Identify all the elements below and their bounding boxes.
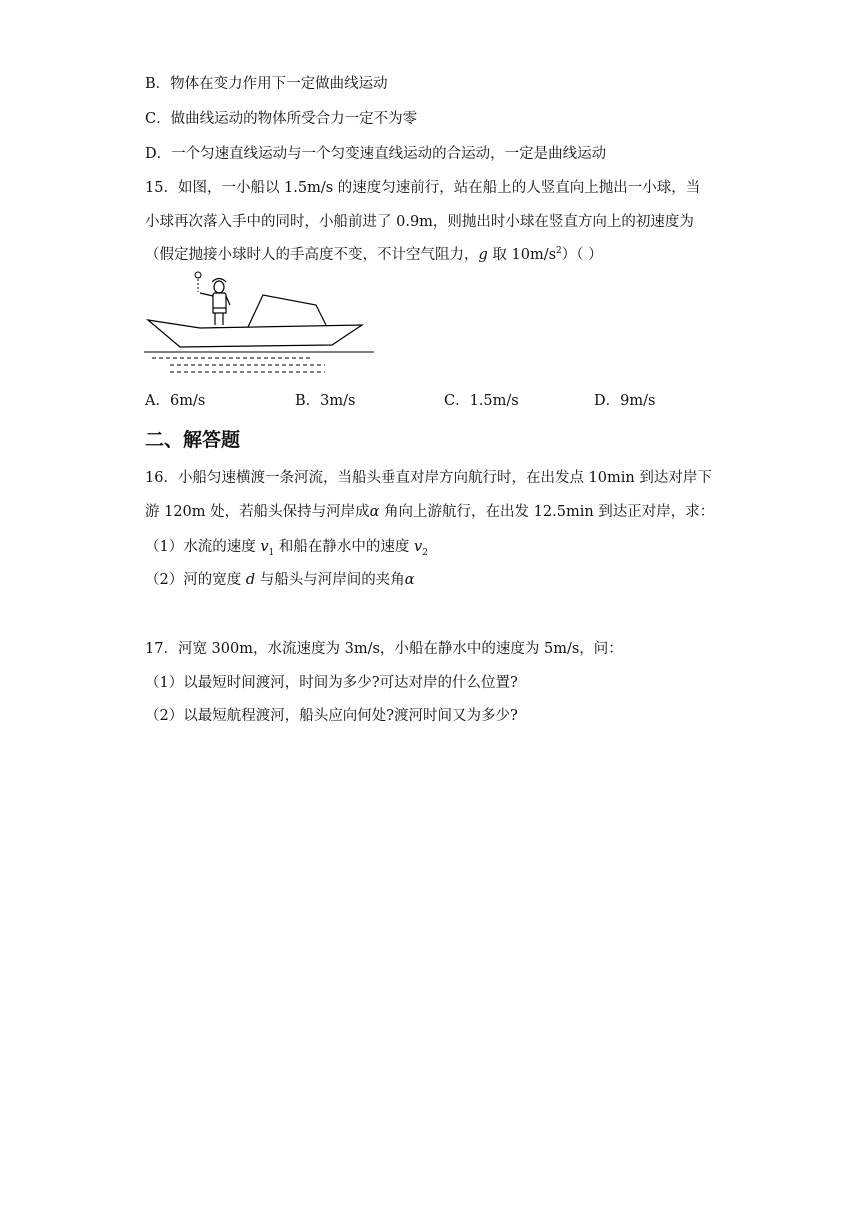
q17-stem: 17．河宽 300m，水流速度为 3m/s，小船在静水中的速度为 5m/s，问： [145, 641, 623, 657]
boat-cabin [248, 295, 326, 327]
q14-option-b: B．物体在变力作用下一定做曲线运动 [145, 76, 388, 92]
ball [195, 272, 201, 278]
q17-subquestion-1: （1）以最短时间渡河，时间为多少?可达对岸的什么位置? [145, 675, 518, 691]
q15-option-d: D．9m/s [594, 393, 656, 409]
q15-stem-line3: （假定抛接小球时人的手高度不变，不计空气阻力，g 取 $10m/s^2$）（ ） [145, 246, 603, 263]
boat-hull [148, 320, 362, 347]
boat-figure [140, 265, 380, 385]
q16-stem-line2: 游 120m 处，若船头保持与河岸成α 角向上游航行，在出发 12.5min 到达正对岸，求： [145, 504, 715, 520]
q15-stem-line2: 小球再次落入手中的同时，小船前进了 0.9m，则抛出时小球在竖直方向上的初速度为 [145, 214, 694, 230]
man-figure [200, 279, 230, 326]
q16-subquestion-2: （2）河的宽度 d 与船头与河岸间的夹角α [145, 572, 415, 588]
q16-stem-line1: 16．小船匀速横渡一条河流，当船头垂直对岸方向航行时，在出发点 10min 到达对岸下 [145, 470, 712, 486]
q17-subquestion-2: （2）以最短航程渡河，船头应向何处?渡河时间又为多少? [145, 708, 518, 724]
q16-subquestion-1: （1）水流的速度 $v_1$ 和船在静水中的速度 $v_2$ [145, 539, 428, 558]
q15-option-a: A．6m/s [145, 393, 206, 409]
q14-option-c: C．做曲线运动的物体所受合力一定不为零 [145, 111, 418, 127]
q15-option-c: C．1.5m/s [444, 393, 519, 409]
q15-option-b: B．3m/s [295, 393, 356, 409]
q14-option-d: D．一个匀速直线运动与一个匀变速直线运动的合运动，一定是曲线运动 [145, 146, 607, 162]
q15-stem-line1: 15．如图，一小船以 1.5m/s 的速度匀速前行，站在船上的人竖直向上抛出一小球，当 [145, 180, 701, 196]
section-heading: 二、解答题 [145, 429, 241, 451]
